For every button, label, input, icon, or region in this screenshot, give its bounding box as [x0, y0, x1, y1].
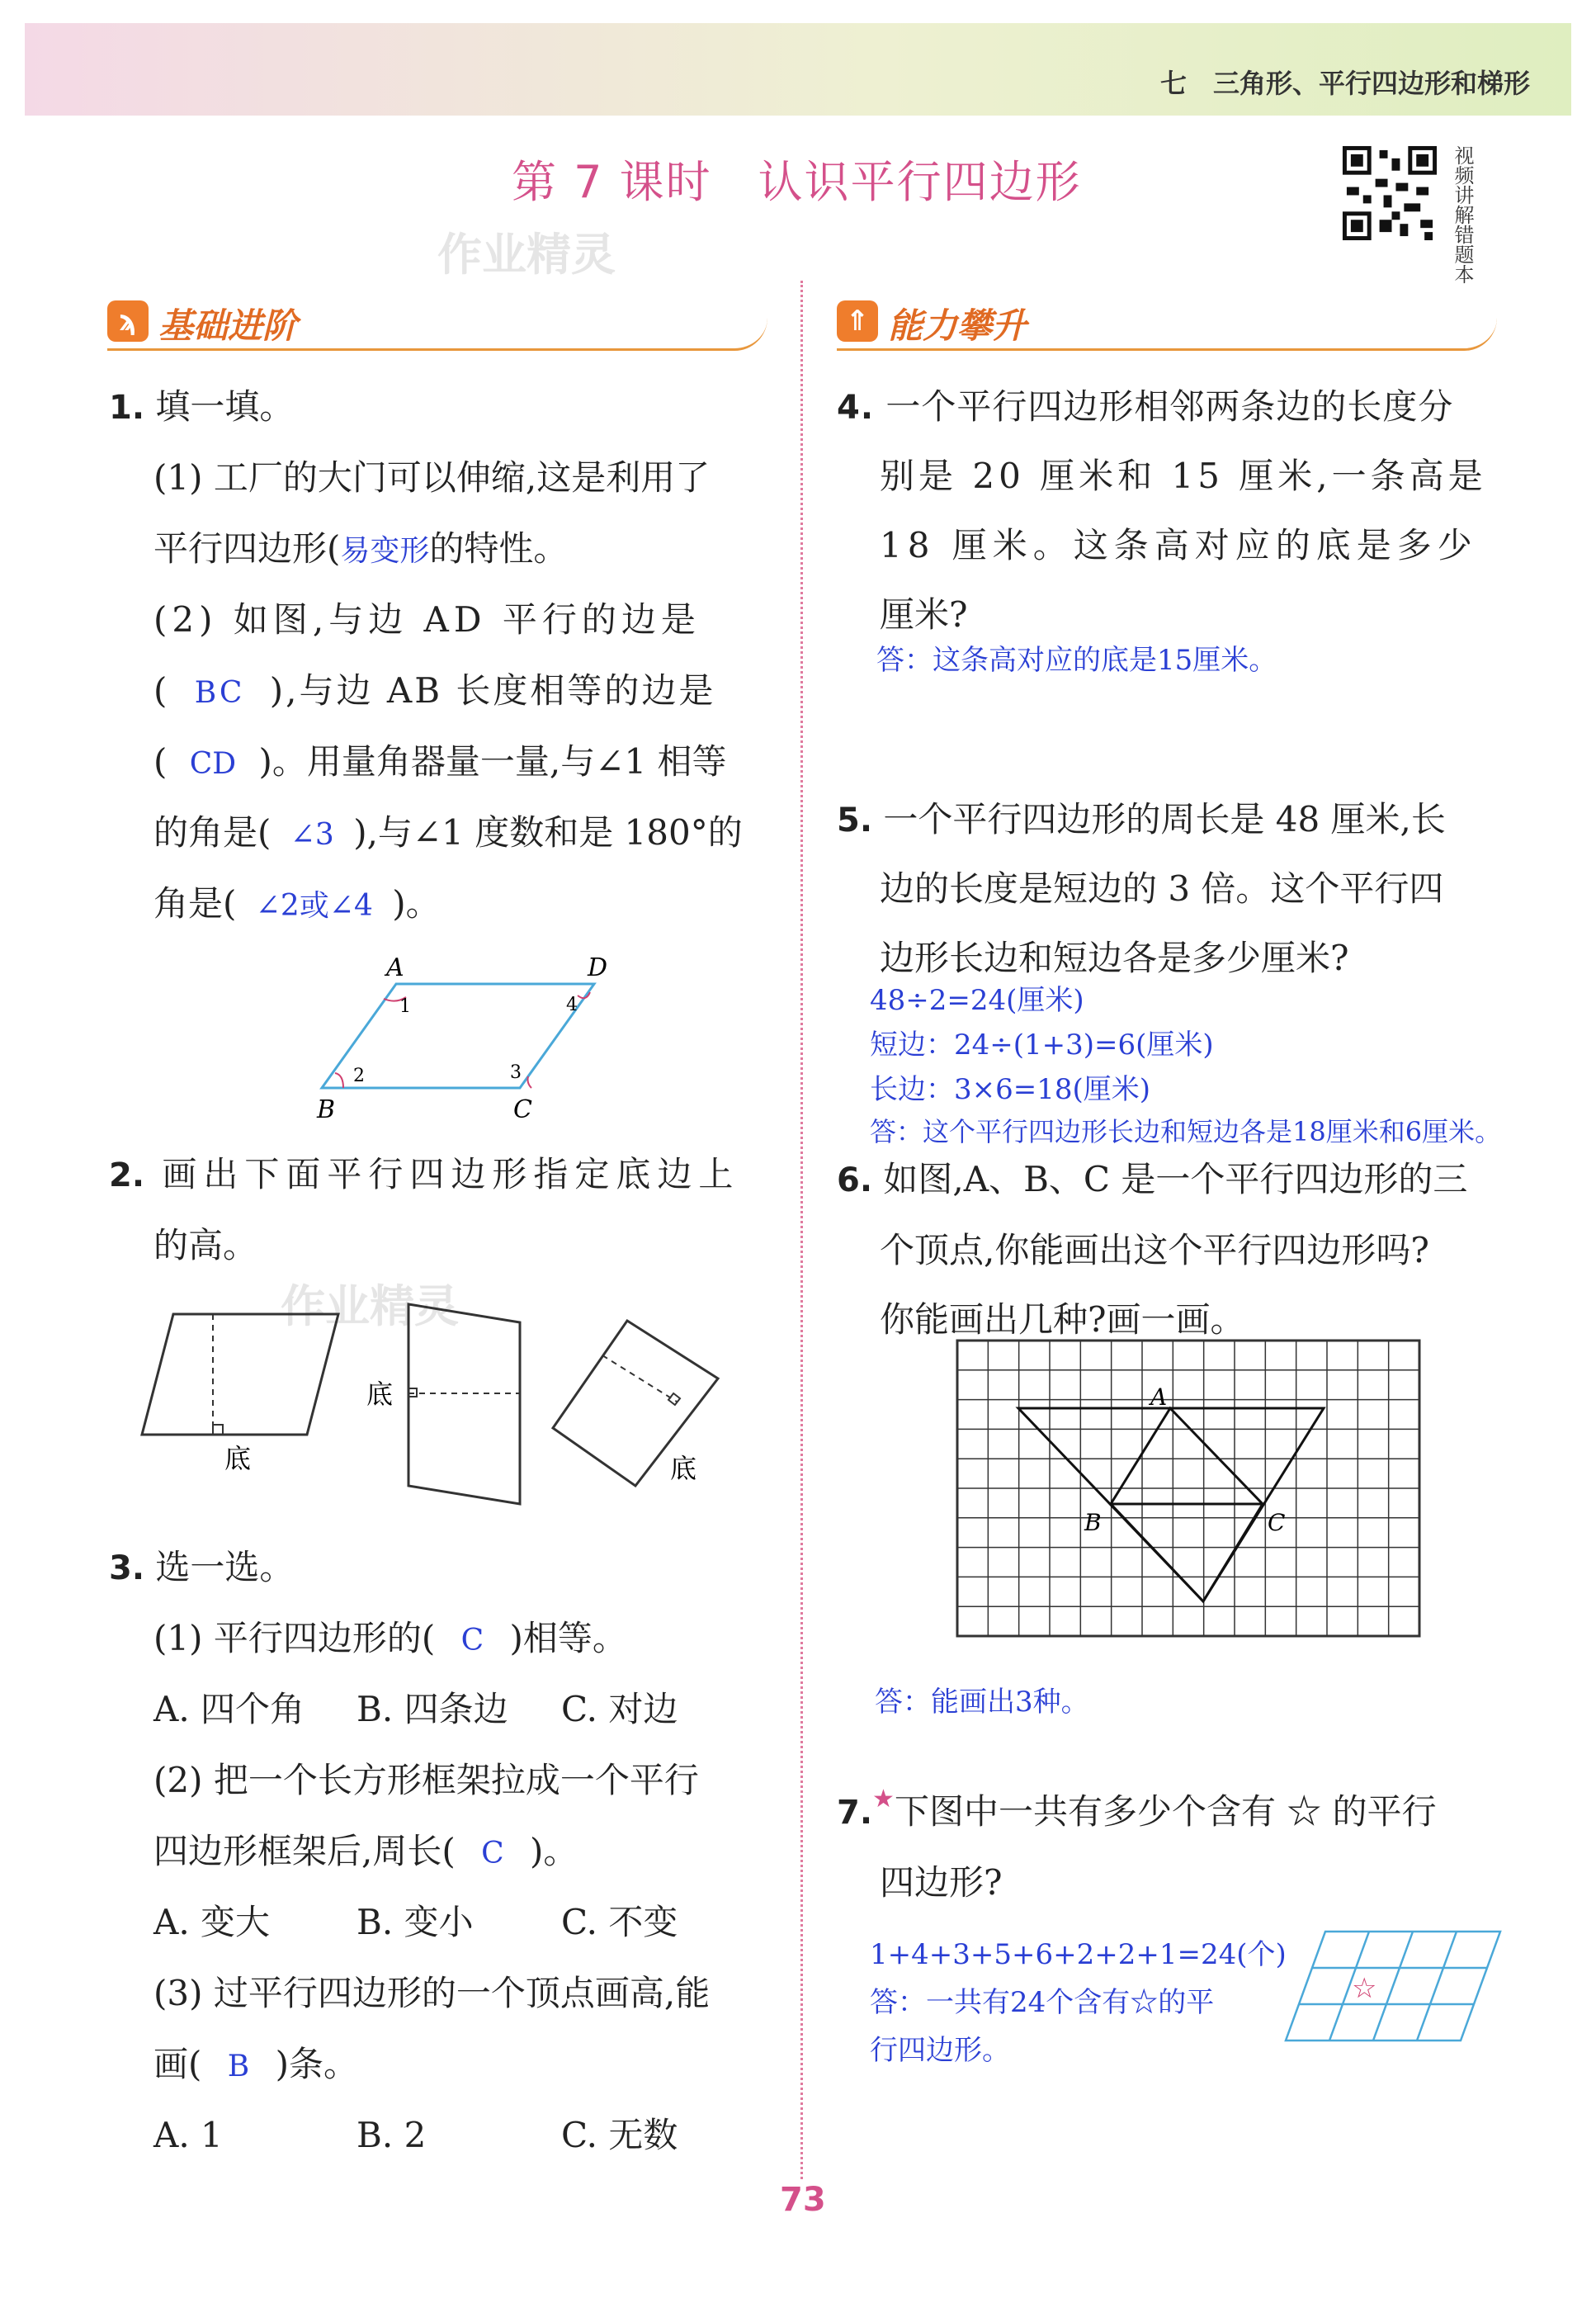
q1-p2-b: [153, 664, 715, 713]
q3-s2-b: [153, 1824, 578, 1874]
q7-parallelogram-grid: [1286, 1932, 1500, 2041]
section-ability: [837, 291, 1497, 351]
q4-line-2: 别是 20 厘米和 15 厘米,一条高是: [880, 456, 1487, 496]
q5-line-1-text: 一个平行四边形的周长是 48 厘米,长: [883, 799, 1446, 839]
q1-p2-d: [153, 806, 743, 855]
vertex-a-label: A: [386, 953, 404, 982]
q1-p1-c-text: 的特性。: [429, 528, 569, 569]
q1-p2-answer-1: BC: [194, 676, 245, 710]
q4-answer: 答：这条高对应的底是15厘米。: [876, 644, 1277, 677]
ability-icon: ⇑: [837, 300, 878, 342]
q6-line-1: [837, 1152, 1467, 1202]
q2-shape-3-height: [602, 1355, 677, 1402]
q1-p1-b: [153, 522, 568, 571]
q3-s1-option-a: A. 四个角: [153, 1689, 305, 1729]
q3-s2-b-pre: 四边形框架后,周长(: [153, 1831, 456, 1871]
q1-p1-answer: 易变形: [340, 534, 430, 568]
q6-grid-figure: [956, 1339, 1423, 1639]
q2-figures: [132, 1296, 726, 1519]
q1-title-line: [109, 380, 294, 429]
q3-s3-options: [153, 2108, 678, 2158]
q3-s1-pre: (1) 平行四边形的(: [153, 1618, 436, 1658]
qr-label-video: 视频讲解: [1451, 145, 1474, 225]
q2-line-1: [109, 1147, 739, 1197]
q3-s3-b-pre: 画(: [153, 2044, 202, 2084]
q3-s2-option-b: B. 变小: [357, 1902, 474, 1942]
basic-icon: ϡ: [107, 300, 149, 342]
q3-s2-option-c: C. 不变: [561, 1902, 678, 1942]
q3-number: 3.: [109, 1549, 145, 1587]
q3-s2-a: (2) 把一个长方形框架拉成一个平行: [153, 1760, 699, 1800]
angle-3-arc: [528, 1076, 532, 1088]
lesson-title: 第 7 课时 认识平行四边形: [512, 156, 1082, 208]
q5-line-3: 边形长边和短边各是多少厘米?: [880, 938, 1349, 978]
q2-shape-2: [408, 1304, 520, 1504]
qr-label-error-book: 错题本: [1451, 225, 1474, 284]
q2-shape-3-right-angle: [668, 1393, 680, 1405]
q7-work-2: 答：一共有24个含有☆的平: [870, 1986, 1215, 2019]
q6-grid: [957, 1341, 1419, 1636]
q1-p2-b-post: ),与边 AB 长度相等的边是: [269, 670, 716, 711]
q2-shape-1: [142, 1314, 338, 1435]
q1-p2-e-post: )。: [392, 883, 441, 924]
q2-shape-2-base-label: 底: [366, 1378, 394, 1410]
q5-number: 5.: [837, 802, 873, 839]
q2-line-1-text: 画出下面平行四边形指定底边上: [162, 1154, 740, 1194]
q3-s1-option-c: C. 对边: [561, 1689, 678, 1729]
q1-number: 1.: [109, 389, 145, 427]
q3-s3-answer: B: [227, 2050, 250, 2083]
q3-s3-option-c: C. 无数: [561, 2115, 678, 2155]
q1-p2-a: (2) 如图,与边 AD 平行的边是: [153, 599, 701, 640]
q6-label-b: B: [1084, 1509, 1102, 1536]
angle-2-label: 2: [353, 1066, 365, 1086]
angle-1-label: 1: [399, 996, 411, 1017]
section-basic: [107, 291, 767, 351]
q1-p2-c-post: )。用量角器量一量,与∠1 相等: [258, 741, 727, 782]
q4-line-4: 厘米?: [880, 594, 968, 635]
q3-s3-option-a: A. 1: [153, 2115, 223, 2155]
q6-label-c: C: [1268, 1509, 1286, 1536]
q1-p2-e: [153, 877, 441, 926]
qr-label: [1446, 145, 1507, 284]
qr-code-icon[interactable]: [1339, 142, 1441, 244]
angle-2-arc: [335, 1073, 343, 1088]
q1-p2-d-post: ),与∠1 度数和是 180°的: [353, 812, 743, 853]
q4-line-1: [837, 380, 1453, 429]
q3-s1-option-b: B. 四条边: [357, 1689, 508, 1729]
q7-line-2: 四边形?: [880, 1862, 1003, 1903]
q3-title: 选一选。: [155, 1547, 295, 1587]
q6-label-a: A: [1150, 1383, 1168, 1411]
q3-s1-options: [153, 1682, 678, 1732]
q2-line-2: 的高。: [153, 1225, 258, 1265]
vertex-b-label: B: [317, 1095, 336, 1124]
q3-s3-b: [153, 2037, 358, 2087]
angle-3-label: 3: [510, 1062, 522, 1083]
q3-s1: [153, 1611, 627, 1661]
q1-p2-d-pre: 的角是(: [153, 812, 272, 853]
q7-line-1: [837, 1785, 1437, 1834]
q1-p2-c: [153, 735, 727, 784]
q3-s3-a: (3) 过平行四边形的一个顶点画高,能: [153, 1973, 711, 2013]
q1-p2-answer-4: ∠2或∠4: [255, 889, 373, 923]
section-ability-title: 能力攀升: [888, 305, 1027, 346]
page-number: 73: [780, 2181, 826, 2219]
q2-shape-1-base-label: 底: [224, 1443, 252, 1474]
q1-p1-a: (1) 工厂的大门可以伸缩,这是利用了: [153, 457, 711, 498]
q3-s3-b-post: )条。: [275, 2044, 358, 2084]
q3-s2-options: [153, 1895, 678, 1945]
q6-answer: 答：能画出3种。: [875, 1686, 1089, 1719]
chapter-title: 七 三角形、平行四边形和梯形: [1159, 68, 1530, 99]
q7-line-1-text: 下图中一共有多少个含有 ☆ 的平行: [894, 1791, 1437, 1832]
q5-work-1: 48÷2=24(厘米): [870, 984, 1084, 1017]
q6-line-2: 个顶点,你能画出这个平行四边形吗?: [880, 1230, 1429, 1270]
q4-line-3: 18 厘米。这条高对应的底是多少: [880, 525, 1478, 565]
q5-work-3: 长边：3×6=18(厘米): [870, 1073, 1151, 1106]
angle-4-label: 4: [566, 995, 578, 1015]
q5-line-2: 边的长度是短边的 3 倍。这个平行四: [880, 868, 1444, 909]
q3-s3-option-b: B. 2: [357, 2115, 427, 2155]
q5-line-1: [837, 792, 1446, 842]
q1-p2-b-pre: (: [153, 670, 170, 711]
q1-title: 填一填。: [155, 386, 295, 427]
column-divider: [800, 281, 803, 2179]
q3-s1-answer: C: [460, 1624, 484, 1657]
q2-shape-3-base-label: 底: [670, 1453, 697, 1484]
q5-answer: 答：这个平行四边形长边和短边各是18厘米和6厘米。: [870, 1116, 1502, 1147]
q1-p2-answer-2: CD: [189, 747, 237, 781]
q3-s2-answer: C: [481, 1837, 504, 1870]
q3-s2-option-a: A. 变大: [153, 1902, 271, 1942]
q1-parallelogram-figure: [305, 949, 635, 1131]
section-basic-title: 基础进阶: [158, 305, 298, 346]
vertex-c-label: C: [513, 1095, 532, 1124]
q1-p2-answer-3: ∠3: [290, 818, 334, 852]
q7-grid-figure: [1284, 1927, 1507, 2045]
q1-p2-e-pre: 角是(: [153, 883, 237, 924]
q6-line-3: 你能画出几种?画一画。: [880, 1299, 1245, 1340]
q5-work-2: 短边：24÷(1+3)=6(厘米): [870, 1029, 1214, 1062]
q3-title-line: [109, 1540, 294, 1590]
q2-shape-1-right-angle: [213, 1425, 223, 1435]
q7-star-icon: ★: [872, 1785, 895, 1814]
q7-work-1: 1+4+3+5+6+2+2+1=24(个): [870, 1938, 1287, 1971]
watermark: 作业精灵: [437, 229, 616, 281]
q3-s1-post: )相等。: [509, 1618, 627, 1658]
q4-line-1-text: 一个平行四边形相邻两条边的长度分: [885, 386, 1454, 427]
q6-line-1-text: 如图,A、B、C 是一个平行四边形的三: [883, 1159, 1468, 1199]
q4-number: 4.: [837, 389, 875, 427]
q7-number: 7.: [837, 1794, 873, 1832]
watermark-2: 作业精灵: [281, 1280, 459, 1332]
q1-p2-c-pre: (: [153, 741, 168, 782]
q7-star-mark: ☆: [1352, 1972, 1377, 2005]
q1-p1-b-text: 平行四边形(: [153, 528, 341, 569]
q2-number: 2.: [109, 1156, 145, 1194]
q3-s2-b-post: )。: [530, 1831, 578, 1871]
q7-work-3: 行四边形。: [870, 2034, 1010, 2067]
q6-number: 6.: [837, 1161, 873, 1199]
vertex-d-label: D: [588, 953, 608, 982]
